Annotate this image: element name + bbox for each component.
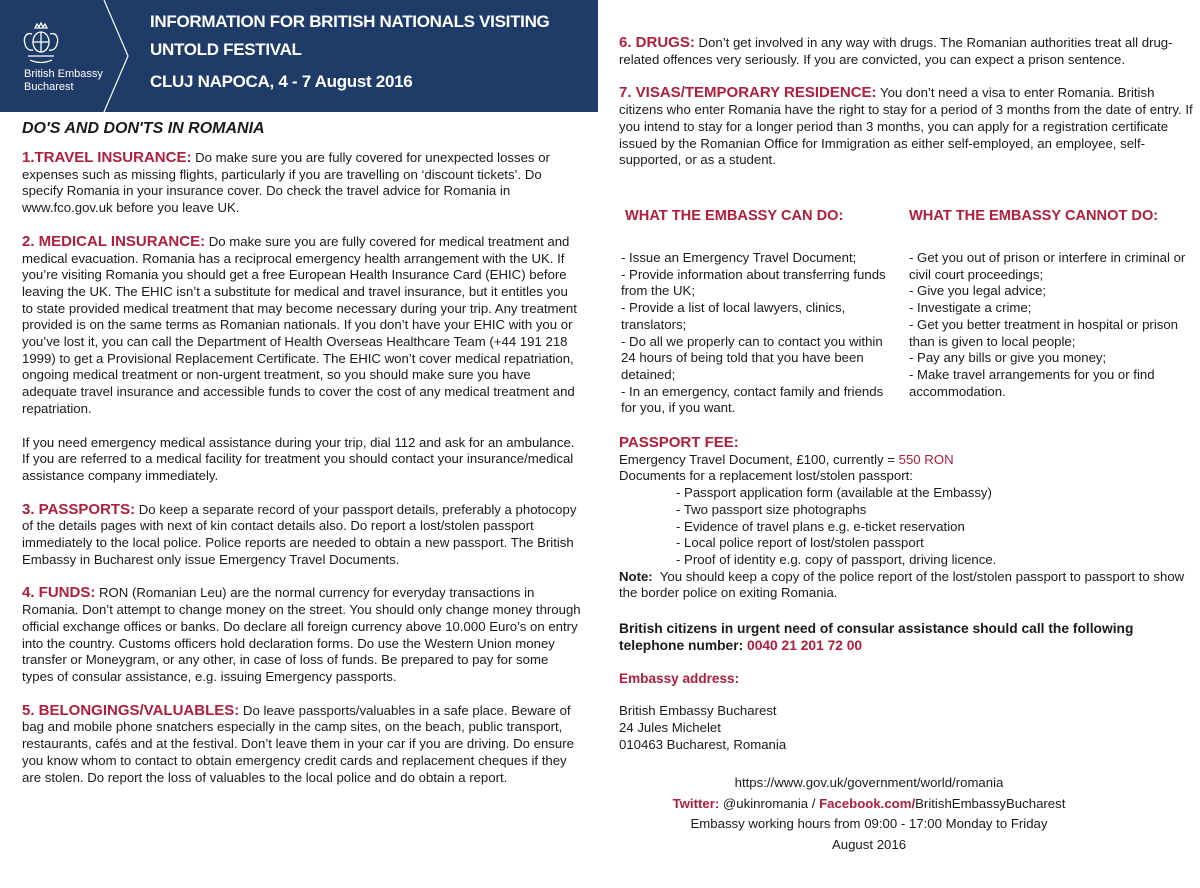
- section-drugs: [619, 35, 1194, 68]
- section-travel-insurance: [22, 150, 582, 217]
- footer: [619, 773, 1119, 855]
- embassy-cannot-heading: WHAT THE EMBASSY CANNOT DO:: [909, 208, 1159, 224]
- section-heading: 1.TRAVEL INSURANCE:: [22, 149, 192, 166]
- document-item: - Proof of identity e.g. copy of passport, driving licence.: [676, 551, 997, 567]
- note: [619, 569, 1194, 602]
- embassy-city: Bucharest: [24, 81, 74, 93]
- emergency-paragraph: If you need emergency medical assistance during your trip, dial 112 and ask for an ambulance. If you are referred to a medical facility for treatment you should contact your insurance/medical assistance company immediately.: [22, 434, 575, 483]
- fee-amount: 550 RON: [898, 451, 954, 467]
- section-heading: 6. DRUGS:: [619, 34, 695, 51]
- section-visas: [619, 85, 1194, 169]
- twitter-link[interactable]: @ukinromania /: [719, 795, 820, 811]
- section-body: RON (Romanian Leu) are the normal currency for everyday transactions in Romania. Don’t attempt to change money on the street. You should only change money through official exchange offices or banks. Do declare all foreign currency above 10.000 Euro’s on entry into the country. Customs officers hold declaration forms. Do use the Western Union money transfer or Moneygram, or any other, in case of loss of funds. Be prepared to pay for some types of consular assistance, e.g. issuing Emergency passports.: [22, 585, 581, 684]
- embassy-name: British Embassy: [24, 68, 103, 80]
- facebook-link[interactable]: BritishEmbassyBucharest: [915, 795, 1066, 811]
- document-item: - Evidence of travel plans e.g. e-ticket reservation: [676, 518, 965, 534]
- section-funds: [22, 585, 582, 685]
- fee-line: [619, 452, 1194, 469]
- section-belongings: [22, 703, 582, 787]
- urgent-assistance: [619, 620, 1194, 654]
- urgent-text: British citizens in urgent need of consular assistance should call the following telephone number:: [619, 621, 1134, 653]
- embassy-can-list: [621, 250, 891, 417]
- address-line: 24 Jules Michelet: [619, 720, 721, 735]
- address-line: British Embassy Bucharest: [619, 703, 777, 718]
- list-item: - Make travel arrangements for you or find accommodation.: [909, 366, 1155, 399]
- section-body: Do make sure you are fully covered for unexpected losses or expenses such as missing flights, particularly if you are travelling on ‘discount tickets’. Do specify Romania in your insurance cover. Do check the travel advice for Romania in www.fco.gov.uk before you leave UK.: [22, 150, 550, 216]
- document-item: - Passport application form (available at the Embassy): [676, 485, 992, 501]
- section-passports: [22, 502, 582, 569]
- list-item: - Get you better treatment in hospital or prison than is given to local people;: [909, 316, 1179, 349]
- section-heading: 5. BELONGINGS/VALUABLES:: [22, 701, 240, 719]
- list-item: - Provide information about transferring funds from the UK;: [621, 266, 886, 299]
- section-medical-insurance: [22, 234, 582, 418]
- facebook-label: Facebook.com/: [819, 795, 916, 811]
- social-links: [619, 794, 1119, 815]
- fee-text: Emergency Travel Document, £100, currently =: [619, 451, 899, 467]
- list-item: - Provide a list of local lawyers, clinics, translators;: [621, 300, 846, 332]
- list-item: - Get you out of prison or interfere in criminal or civil court proceedings;: [909, 250, 1186, 282]
- page-title: DO'S AND DON'TS IN ROMANIA: [22, 120, 265, 137]
- note-label: Note:: [619, 568, 653, 584]
- section-heading: 3. PASSPORTS:: [22, 500, 136, 518]
- section-body: You don’t need a visa to enter Romania. British citizens who enter Romania have the right to stay for a period of 3 months from the date of entry. If you intend to stay for a longer period than 3 months, you can apply for a registration certificate issued by the Romanian Office for Immigration as either self-employed, an employee, self-supported, or as a student.: [619, 85, 1193, 168]
- website-link[interactable]: https://www.gov.uk/government/world/romania: [734, 775, 1004, 790]
- section-body: Do keep a separate record of your passport details, preferably a photocopy of the details pages with next of kin contact details also. Do report a lost/stolen passport immediately to the local police. Police reports are needed to obtain a new passport. The British Embassy in Bucharest only issue Emergency Travel Documents.: [22, 501, 577, 567]
- document-date: August 2016: [831, 836, 907, 852]
- section-body: Don’t get involved in any way with drugs. The Romanian authorities treat all drug-related offences very seriously. If you are convicted, you can expect a prison sentence.: [619, 35, 1173, 67]
- address-heading: Embassy address:: [619, 671, 740, 686]
- list-item: - Give you legal advice;: [909, 283, 1047, 299]
- list-item: - Do all we properly can to contact you within 24 hours of being told that you have been detained;: [621, 333, 883, 382]
- note-body: You should keep a copy of the police report of the lost/stolen passport to passport to show the border police on exiting Romania.: [619, 568, 1185, 601]
- chevron-divider-icon: [102, 0, 132, 112]
- header-banner: [0, 0, 598, 112]
- working-hours: Embassy working hours from 09:00 - 17:00 Monday to Friday: [690, 816, 1048, 831]
- address-line: 010463 Bucharest, Romania: [619, 737, 787, 752]
- section-body: Do leave passports/valuables in a safe place. Beware of bag and mobile phone snatchers especially in the camp sites, on the beach, public transport, restaurants, cafés and at the festival. Don’t leave them in your car if you are driving. Do ensure you know whom to contact to obtain emergency credit cards and replacement cheques if they are stolen. Do report the loss of valuables to the local police and do obtain a report.: [22, 702, 574, 785]
- list-item: - Issue an Emergency Travel Document;: [621, 250, 857, 265]
- list-item: - Pay any bills or give you money;: [909, 350, 1107, 366]
- banner-title-line1: INFORMATION FOR BRITISH NATIONALS VISITING: [150, 12, 550, 31]
- royal-crest-icon: [18, 22, 64, 66]
- passport-fee-section: [619, 435, 1194, 602]
- documents-intro: Documents for a replacement lost/stolen passport:: [619, 468, 913, 484]
- banner-title-line3: CLUJ NAPOCA, 4 - 7 August 2016: [150, 72, 413, 91]
- left-column: [22, 120, 582, 786]
- embassy-cannot-list: [909, 250, 1189, 400]
- address-block: [619, 702, 786, 753]
- section-heading: 4. FUNDS:: [22, 584, 96, 602]
- passport-fee-heading: PASSPORT FEE:: [619, 434, 739, 451]
- embassy-can-heading: WHAT THE EMBASSY CAN DO:: [625, 208, 844, 224]
- section-body: Do make sure you are fully covered for medical treatment and medical evacuation. Romania has a reciprocal emergency health arrangement with the UK. If you’re visiting Romania you should get a free European Health Insurance Card (EHIC) before leaving the UK. The EHIC isn’t a substitute for medical and travel insurance, but it entitles you to state provided medical treatment that may become necessary during your trip. Any treatment provided is on the same terms as Romanian nationals. If you don’t have your EHIC with you or you’ve lost it, you can call the Department of Health Overseas Healthcare Team (+44 191 218 1999) to get a Provisional Replacement Certificate. The EHIC won’t cover medical repatriation, ongoing medical treatment or non-urgent treatment, so you should make sure you have adequate travel insurance and accessible funds to cover the cost of any medical treatment and repatriation.: [22, 233, 577, 416]
- section-heading: 7. VISAS/TEMPORARY RESIDENCE:: [619, 84, 877, 102]
- document-item: - Two passport size photographs: [676, 501, 867, 517]
- telephone-number[interactable]: 0040 21 201 72 00: [747, 638, 863, 653]
- document-item: - Local police report of lost/stolen passport: [676, 535, 924, 551]
- section-heading: 2. MEDICAL INSURANCE:: [22, 232, 206, 250]
- list-item: - In an emergency, contact family and friends for you, if you want.: [621, 383, 884, 416]
- banner-title-line2: UNTOLD FESTIVAL: [150, 40, 302, 59]
- list-item: - Investigate a crime;: [909, 300, 1032, 316]
- twitter-label: Twitter:: [672, 795, 720, 811]
- right-column: [619, 35, 1194, 169]
